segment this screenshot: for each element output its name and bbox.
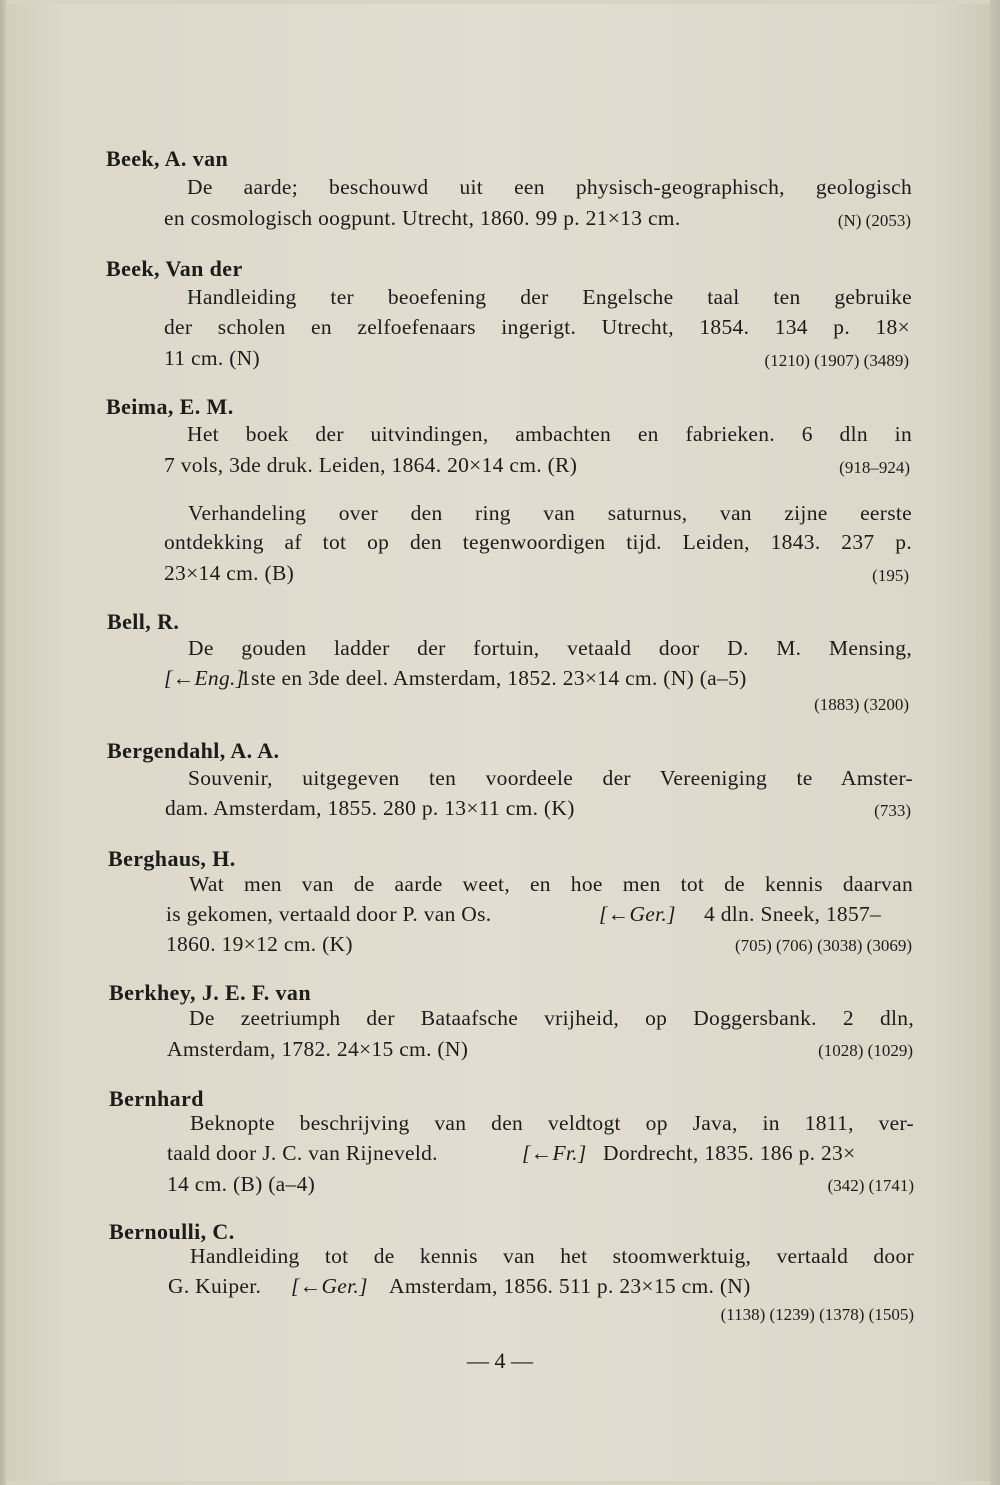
entry-text-line: 11 cm. (N) — [164, 346, 260, 370]
entry-text-line: 1ste en 3de deel. Amsterdam, 1852. 23×14 cm. (N) (a–5) — [240, 666, 747, 690]
entry-reference: (733) — [874, 801, 911, 820]
entry-author: Beima, E. M. — [106, 394, 234, 419]
entry-text-line: Beknopte beschrijving van den veldtogt op Java, in 1811, ver- — [190, 1111, 914, 1135]
translation-note: [←Ger.] — [291, 1274, 368, 1298]
entry-text-line: 7 vols, 3de druk. Leiden, 1864. 20×14 cm. (R) — [164, 453, 578, 477]
entry-author: Bernoulli, C. — [109, 1219, 235, 1244]
entry-reference: (N) (2053) — [837, 211, 911, 230]
entry-text-line: Handleiding tot de kennis van het stoomwerktuig, vertaald door — [190, 1244, 914, 1268]
entry-text-line: Amsterdam, 1782. 24×15 cm. (N) — [167, 1037, 469, 1061]
entry-text-line: G. Kuiper. — [168, 1274, 262, 1298]
entry-reference: (1210) (1907) (3489) — [764, 351, 909, 370]
entry-reference: (918–924) — [839, 458, 910, 477]
entry-author: Berghaus, H. — [108, 846, 236, 871]
catalog-page — [6, 4, 990, 1481]
entry-text-line: 4 dln. Sneek, 1857– — [704, 902, 882, 926]
translation-note: [←Ger.] — [599, 902, 676, 926]
entry-text-line: Souvenir, uitgegeven ten voordeele der Vereeniging te Amster- — [188, 766, 913, 790]
page-right-shadow — [990, 0, 1000, 1485]
entry-reference: (705) (706) (3038) (3069) — [734, 936, 912, 955]
entry-author: Bernhard — [109, 1086, 204, 1111]
entry-text-line: Het boek der uitvindingen, ambachten en fabrieken. 6 dln in — [187, 422, 912, 446]
entry-text-line: De aarde; beschouwd uit een physisch-geographisch, geologisch — [187, 175, 912, 199]
entry-reference: (1138) (1239) (1378) (1505) — [720, 1305, 914, 1324]
entry-text-line: Verhandeling over den ring van saturnus, van zijne eerste — [188, 501, 912, 525]
translation-note: [←Fr.] — [522, 1141, 587, 1165]
entry-text-line: dam. Amsterdam, 1855. 280 p. 13×11 cm. (K) — [165, 796, 575, 820]
entry-text-line: De gouden ladder der fortuin, vetaald door D. M. Mensing, — [188, 636, 912, 660]
entry-author: Berkhey, J. E. F. van — [109, 980, 311, 1005]
entry-text-line: 14 cm. (B) (a–4) — [167, 1172, 316, 1196]
entry-author: Bergendahl, A. A. — [107, 738, 280, 763]
entry-text-line: 23×14 cm. (B) — [164, 561, 295, 585]
entry-text-line: is gekomen, vertaald door P. van Os. — [166, 902, 492, 926]
entry-text-line: en cosmologisch oogpunt. Utrecht, 1860. 99 p. 21×13 cm. — [164, 206, 681, 230]
entry-text-line: der scholen en zelfoefenaars ingerigt. Utrecht, 1854. 134 p. 18× — [164, 315, 910, 339]
entry-text-line: Handleiding ter beoefening der Engelsche taal ten gebruike — [187, 285, 912, 309]
entry-reference: (195) — [872, 566, 909, 585]
page-number: — 4 — — [467, 1348, 533, 1373]
entry-author: Bell, R. — [107, 609, 180, 634]
entry-text-line: taald door J. C. van Rijneveld. — [167, 1141, 438, 1165]
entry-text-line: Amsterdam, 1856. 511 p. 23×15 cm. (N) — [389, 1274, 751, 1298]
entry-text-line: ontdekking af tot op den tegenwoordigen tijd. Leiden, 1843. 237 p. — [164, 530, 912, 554]
translation-note: [←Eng.] — [164, 666, 245, 690]
entry-author: Beek, Van der — [106, 256, 243, 281]
entry-reference: (1883) (3200) — [814, 695, 909, 714]
entry-text-line: 1860. 19×12 cm. (K) — [166, 932, 353, 956]
entry-text-line: Dordrecht, 1835. 186 p. 23× — [603, 1141, 856, 1165]
entry-text-line: Wat men van de aarde weet, en hoe men tot de kennis daarvan — [189, 872, 913, 896]
entry-author: Beek, A. van — [106, 146, 229, 171]
entry-reference: (1028) (1029) — [818, 1041, 913, 1060]
entry-text-line: De zeetriumph der Bataafsche vrijheid, op Doggersbank. 2 dln, — [189, 1006, 914, 1030]
entry-reference: (342) (1741) — [827, 1176, 914, 1195]
